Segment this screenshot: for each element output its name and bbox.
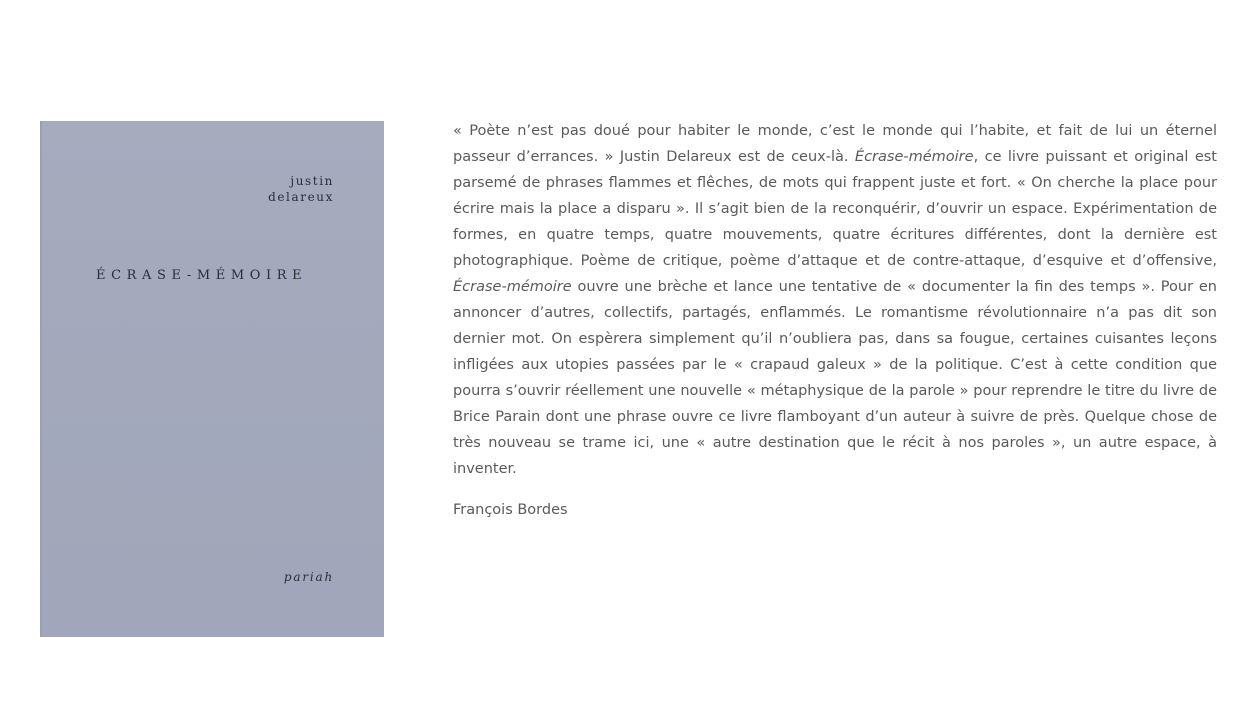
review-text-part2: , ce livre puissant et original est parsemé de phrases flammes et flêches, de mots qui frappent juste et fort. « On cherche la place pour écrire mais la place a disparu ». Il s’agit bien de la reconquérir, d’ouvrir un espace. Expérimentation de formes, en quatre temps, quatre mouvements, quatre écritures différentes, dont la dernière est photographique. Poème de critique, poème d’attaque et de contre-attaque, d’esquive et d’offensive, bbox=[453, 149, 1217, 269]
cover-author-last-name: delareux bbox=[268, 190, 334, 204]
book-cover-image bbox=[40, 121, 384, 637]
cover-author-first-name: justin bbox=[290, 174, 334, 188]
cover-author bbox=[268, 173, 334, 205]
review-text-part1: « Poète n’est pas doué pour habiter le monde, c’est le monde qui l’habite, et fait de lui un éternel passeur d’errances. » Justin Delareux est de ceux-là. bbox=[453, 123, 1217, 165]
cover-publisher: pariah bbox=[283, 570, 334, 584]
book-title-italic-2: Écrase-mémoire bbox=[453, 279, 572, 295]
book-title-italic: Écrase-mémoire bbox=[854, 149, 974, 165]
review-text-block bbox=[453, 118, 1217, 523]
review-text-part3: ouvre une brèche et lance une tentative de « documenter la fin des temps ». Pour en annoncer d’autres, collectifs, partagés, enflammés. Le romantisme révolutionnaire n’a pas dit son dernier mot. On espèrera simplement qu’il n’oubliera pas, dans sa fougue, certaines cuisantes leçons infligées aux utopies passées par le « crapaud galeux » de la politique. C’est à cette condition que pourra s’ouvrir réellement une nouvelle « métaphysique de la parole » pour reprendre le titre du livre de Brice Parain dont une phrase ouvre ce livre flamboyant d’un auteur à suivre de près. Quelque chose de très nouveau se trame ici, une « autre destination que le récit à nos paroles », un autre espace, à inventer. bbox=[453, 279, 1217, 477]
review-author-signature: François Bordes bbox=[453, 502, 568, 518]
review-paragraph bbox=[453, 118, 1217, 482]
cover-title: ÉCRASE-MÉMOIRE bbox=[96, 268, 308, 283]
